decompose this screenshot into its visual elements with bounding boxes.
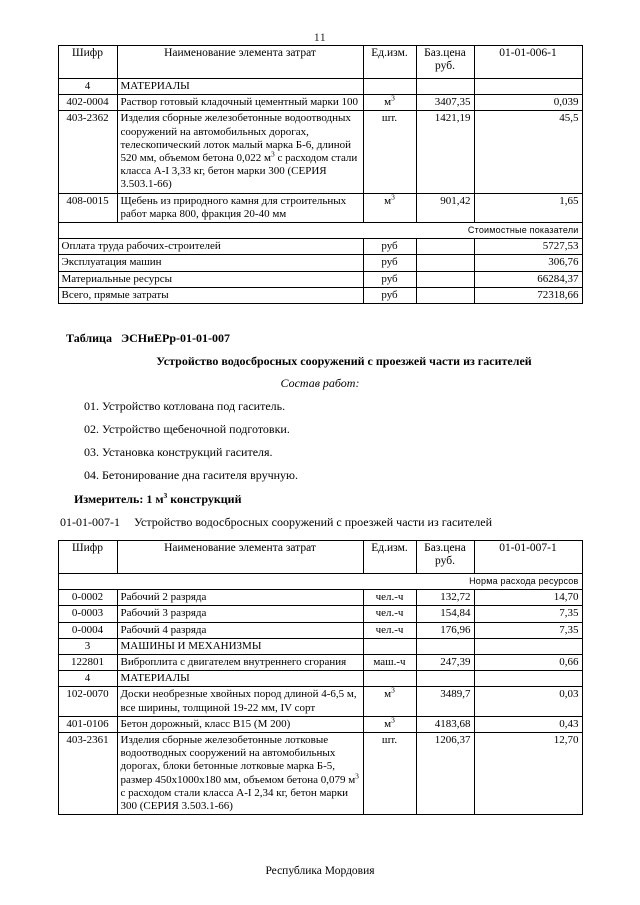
work-item: 01. Устройство котлована под гаситель. [84,399,286,414]
row-name: Раствор готовый кладочный цементный марки 100 [117,95,363,111]
summary-value: 72318,66 [474,287,582,303]
resource-norm-banner-row [58,574,582,590]
header-name: Наименование элемента затрат [117,541,363,574]
table-row [58,716,582,732]
row-value: 1,65 [474,193,582,222]
section-block [58,331,582,530]
page-number: 11 [313,30,327,44]
summary-label: Эксплуатация машин [58,255,363,271]
row-unit: чел.-ч [363,622,416,638]
summary-row [58,271,582,287]
row-unit: шт. [363,733,416,815]
summary-row [58,255,582,271]
row-unit: шт. [363,111,416,193]
header-price [416,541,474,574]
summary-label: Оплата труда рабочих-строителей [58,239,363,255]
row-unit: чел.-ч [363,606,416,622]
table-header-row [58,46,582,79]
group-header-row [58,638,582,654]
group-value [474,638,582,654]
group-number: 4 [58,671,117,687]
row-price: 1206,37 [416,733,474,815]
row-unit: $м^3$ [363,193,416,222]
row-code: 122801 [58,655,117,671]
table-row [58,95,582,111]
row-code: 403-2361 [58,733,117,815]
row-unit: маш.-ч [363,655,416,671]
summary-value: 306,76 [474,255,582,271]
group-number: 3 [58,638,117,654]
table-subtitle: Устройство водосбросных сооружений с проезжей части из гасителей [156,354,532,369]
table-title [58,331,582,346]
group-unit [363,79,416,95]
row-value: 14,70 [474,590,582,606]
row-code: 402-0004 [58,95,117,111]
table-row [58,606,582,622]
measure-label: Измеритель: 1 $м^3$ конструкций [74,491,242,507]
summary-value: 5727,53 [474,239,582,255]
summary-unit: руб [363,255,416,271]
row-value: 0,43 [474,716,582,732]
header-unit: Ед.изм. [363,46,416,79]
norm-row-name: Устройство водосбросных сооружений с проезжей части из гасителей [134,515,493,530]
row-name: Рабочий 3 разряда [117,606,363,622]
norm-row-code: 01-01-007-1 [60,515,120,530]
row-price: 4183,68 [416,716,474,732]
group-price [416,638,474,654]
group-number: 4 [58,79,117,95]
works-composition-label: Состав работ: [280,376,360,391]
norm-row-title [58,515,582,530]
group-header-row [58,671,582,687]
work-item: 02. Устройство щебеночной подготовки. [84,422,290,437]
header-value-code: 01-01-007-1 [474,541,582,574]
summary-unit: руб [363,287,416,303]
header-unit: Ед.изм. [363,541,416,574]
row-unit: чел.-ч [363,590,416,606]
row-price: 3407,35 [416,95,474,111]
group-unit [363,671,416,687]
group-price [416,671,474,687]
group-value [474,671,582,687]
table-header-row [58,541,582,574]
header-price-line2: руб. [435,60,455,73]
row-value: 0,03 [474,687,582,716]
row-price: 132,72 [416,590,474,606]
page-footer: Республика Мордовия [265,865,375,877]
group-label: МАТЕРИАЛЫ [117,671,363,687]
row-price: 1421,19 [416,111,474,193]
resource-norm-banner: Норма расхода ресурсов [58,574,582,590]
table-row [58,111,582,193]
header-code: Шифр [58,46,117,79]
row-name: Бетон дорожный, класс В15 (М 200) [117,716,363,732]
row-name: Рабочий 4 разряда [117,622,363,638]
table-row [58,733,582,815]
header-price-line1: Баз.цена [424,47,466,59]
summary-price [416,255,474,271]
summary-label: Материальные ресурсы [58,271,363,287]
group-header-row [58,79,582,95]
row-value: 45,5 [474,111,582,193]
group-label: МАТЕРИАЛЫ [117,79,363,95]
header-name: Наименование элемента затрат [117,46,363,79]
row-unit: $м^3$ [363,95,416,111]
row-name: Доски необрезные хвойных пород длиной 4-6,5 м, все ширины, толщиной 19-22 мм, IV сорт [117,687,363,716]
row-value: 7,35 [474,622,582,638]
row-code: 401-0106 [58,716,117,732]
cost-indicators-banner: Стоимостные показатели [58,223,582,239]
header-code: Шифр [58,541,117,574]
row-name: Изделия сборные железобетонные лотковые водоотводных сооружений на автомобильных дорогах, блоки бетонные лотковые марка Б-5, размер 450х1000х180 мм, объемом бетона 0,079 $м^3$ с расходом стали класса А-I 2,34 кг, бетон марки 300 (СЕРИЯ 3.503.1-66) [117,733,363,815]
row-value: 0,66 [474,655,582,671]
table-row [58,655,582,671]
row-price: 176,96 [416,622,474,638]
summary-label: Всего, прямые затраты [58,287,363,303]
summary-unit: руб [363,271,416,287]
table-word: Таблица [66,331,112,346]
row-name: Рабочий 2 разряда [117,590,363,606]
row-code: 102-0070 [58,687,117,716]
row-price: 154,84 [416,606,474,622]
table-row [58,687,582,716]
work-item: 04. Бетонирование дна гасителя вручную. [84,468,299,483]
row-price: 247,39 [416,655,474,671]
row-name: Щебень из природного камня для строительных работ марка 800, фракция 20-40 мм [117,193,363,222]
group-value [474,79,582,95]
row-price: 3489,7 [416,687,474,716]
row-name: Виброплита с двигателем внутреннего сгорания [117,655,363,671]
row-unit: $м^3$ [363,687,416,716]
header-price-line2: руб. [435,555,455,568]
summary-price [416,271,474,287]
row-value: 12,70 [474,733,582,815]
header-value-code: 01-01-006-1 [474,46,582,79]
table-row [58,590,582,606]
row-code: 0-0003 [58,606,117,622]
table-row [58,193,582,222]
row-code: 0-0002 [58,590,117,606]
summary-value: 66284,37 [474,271,582,287]
row-value: 7,35 [474,606,582,622]
header-price [416,46,474,79]
row-code: 408-0015 [58,193,117,222]
group-label: МАШИНЫ И МЕХАНИЗМЫ [117,638,363,654]
row-price: 901,42 [416,193,474,222]
row-code: 403-2362 [58,111,117,193]
row-code: 0-0004 [58,622,117,638]
row-name: Изделия сборные железобетонные водоотводных сооружений на автомобильных дорогах, телескопический лоток малый марка Б-6, длиной 520 мм, объемом бетона 0,022 $м^3$ с расходом стали класса А-I 3,33 кг, бетон марки 300 (СЕРИЯ 3.503.1-66) [117,111,363,193]
table-row [58,622,582,638]
group-unit [363,638,416,654]
row-unit: $м^3$ [363,716,416,732]
row-value: 0,039 [474,95,582,111]
summary-price [416,239,474,255]
summary-row [58,239,582,255]
cost-table-01-01-006-1 [58,45,583,304]
summary-unit: руб [363,239,416,255]
summary-row [58,287,582,303]
work-item: 03. Установка конструкций гасителя. [84,445,273,460]
table-code: ЭСНиЕРр-01-01-007 [120,331,231,346]
cost-indicators-banner-row [58,223,582,239]
header-price-line1: Баз.цена [424,542,466,555]
cost-table-01-01-007-1 [58,540,583,815]
group-price [416,79,474,95]
summary-price [416,287,474,303]
